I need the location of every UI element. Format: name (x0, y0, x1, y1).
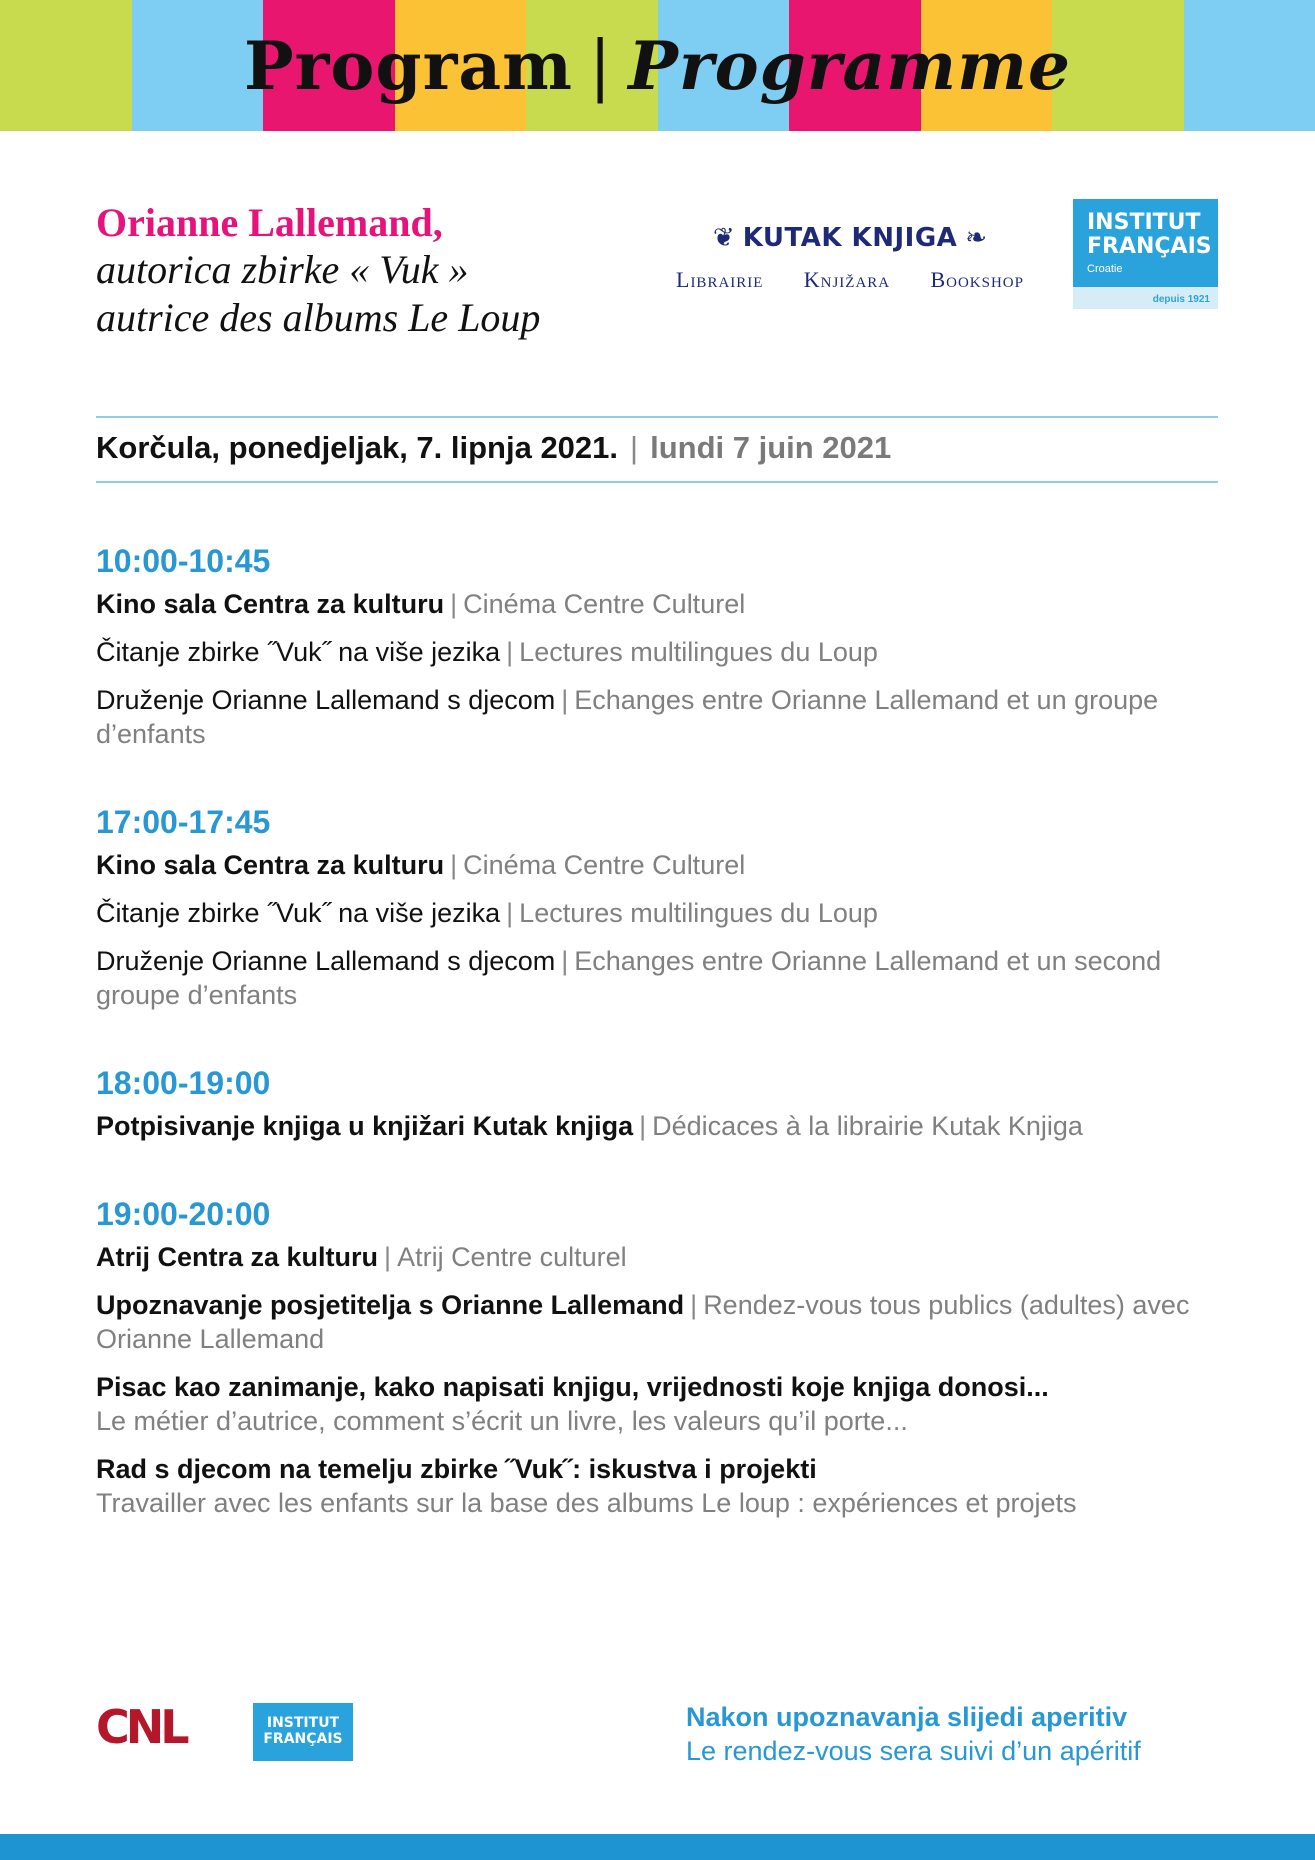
kutak-knjiga-name: KUTAK KNJIGA (742, 222, 958, 253)
schedule-item: Kino sala Centra za kulturu | Cinéma Centre Culturel (96, 850, 746, 880)
schedule-item: Druženje Orianne Lallemand s djecom | Echanges entre Orianne Lallemand et un second groupe d’enfants (96, 946, 1162, 1010)
item-hr: Pisac kao zanimanje, kako napisati knjigu, vrijednosti koje knjiga donosi... (96, 1372, 1049, 1402)
item-fr: Lectures multilingues du Loup (519, 898, 878, 928)
schedule-item (96, 1452, 1236, 1520)
aperitif-note-fr: Le rendez-vous sera suivi d’un apéritif (686, 1736, 1141, 1766)
schedule-item: Potpisivanje knjiga u knjižari Kutak knjiga | Dédicaces à la librairie Kutak Knjiga (96, 1111, 1083, 1141)
item-fr: Rendez-vous tous publics (adultes) avec Orianne Lallemand (96, 1290, 1190, 1354)
kutak-knjiga-logo (670, 222, 1030, 293)
date-separator: | (630, 430, 639, 465)
item-hr: Čitanje zbirke ˝Vuk˝ na više jezika (96, 637, 501, 667)
institut-country: Croatie (1087, 263, 1123, 275)
slot-time: 10:00-10:45 (96, 543, 271, 579)
cnl-logo: CNL (96, 1700, 186, 1754)
schedule-item (96, 1370, 1236, 1438)
item-fr: Lectures multilingues du Loup (519, 637, 878, 667)
page-title (0, 0, 1315, 131)
item-fr: Cinéma Centre Culturel (463, 850, 746, 880)
item-hr: Potpisivanje knjiga u knjižari Kutak knjiga (96, 1111, 634, 1141)
institut-line2: FRANÇAIS (1087, 234, 1212, 259)
item-fr: Echanges entre Orianne Lallemand et un groupe d’enfants (96, 685, 1159, 749)
item-fr: Atrij Centre culturel (397, 1242, 627, 1272)
schedule-slot (96, 1194, 1236, 1534)
kutak-label-bookshop: Bookshop (930, 267, 1024, 292)
item-hr: Atrij Centra za kulturu (96, 1242, 379, 1272)
title-french: Programme (628, 26, 1071, 105)
institut-since: depuis 1921 (1152, 294, 1210, 305)
title-separator: | (588, 27, 613, 104)
event-date (96, 428, 891, 468)
item-hr: Druženje Orianne Lallemand s djecom (96, 946, 556, 976)
slot-time: 17:00-17:45 (96, 804, 271, 840)
institut-francais-small-logo (253, 1703, 353, 1761)
right-flourish-icon: ❧ (965, 222, 988, 252)
divider-top (96, 416, 1218, 418)
item-fr: Cinéma Centre Culturel (463, 589, 746, 619)
event-date-hr: Korčula, ponedjeljak, 7. lipnja 2021. (96, 430, 619, 465)
schedule-item: Čitanje zbirke ˝Vuk˝ na više jezika | Lectures multilingues du Loup (96, 637, 878, 667)
schedule-item: Čitanje zbirke ˝Vuk˝ na više jezika | Lectures multilingues du Loup (96, 898, 878, 928)
schedule-item: Druženje Orianne Lallemand s djecom | Echanges entre Orianne Lallemand et un groupe d’enfants (96, 685, 1159, 749)
author-block (96, 200, 540, 342)
institut-small-line1: INSTITUT (266, 1715, 340, 1731)
item-hr: Druženje Orianne Lallemand s djecom (96, 685, 556, 715)
item-fr: Le métier d’autrice, comment s’écrit un livre, les valeurs qu’il porte... (96, 1406, 908, 1436)
schedule-slot (96, 541, 1236, 765)
institut-small-line2: FRANÇAIS (263, 1731, 343, 1747)
item-hr: Kino sala Centra za kulturu (96, 850, 445, 880)
author-name: Orianne Lallemand, (96, 200, 443, 245)
item-fr: Dédicaces à la librairie Kutak Knjiga (652, 1111, 1083, 1141)
kutak-label-librairie: Librairie (676, 267, 764, 292)
author-subtitle-hr: autorica zbirke « Vuk » (96, 247, 469, 292)
slot-time: 18:00-19:00 (96, 1065, 271, 1101)
left-flourish-icon: ❦ (712, 222, 735, 252)
author-subtitle-fr: autrice des albums Le Loup (96, 295, 541, 340)
slot-time: 19:00-20:00 (96, 1196, 271, 1232)
divider-bottom (96, 481, 1218, 483)
schedule-item: Atrij Centra za kulturu | Atrij Centre culturel (96, 1242, 627, 1272)
schedule-item: Upoznavanje posjetitelja s Orianne Lallemand | Rendez-vous tous publics (adultes) avec Orianne Lallemand (96, 1290, 1190, 1354)
bottom-bar (0, 1834, 1315, 1860)
schedule-slot (96, 802, 1236, 1026)
institut-line1: INSTITUT (1087, 210, 1201, 235)
title-croatian: Program (244, 26, 573, 105)
aperitif-note (686, 1700, 1141, 1768)
item-hr: Rad s djecom na temelju zbirke ˝Vuk˝: iskustva i projekti (96, 1454, 817, 1484)
aperitif-note-hr: Nakon upoznavanja slijedi aperitiv (686, 1702, 1128, 1732)
item-hr: Kino sala Centra za kulturu (96, 589, 445, 619)
item-fr: Travailler avec les enfants sur la base des albums Le loup : expériences et projets (96, 1488, 1077, 1518)
kutak-label-knjizara: Knjižara (803, 267, 891, 292)
item-fr: Echanges entre Orianne Lallemand et un second groupe d’enfants (96, 946, 1162, 1010)
event-date-fr: lundi 7 juin 2021 (650, 430, 892, 465)
schedule-item: Kino sala Centra za kulturu | Cinéma Centre Culturel (96, 589, 746, 619)
schedule-slot (96, 1063, 1236, 1157)
item-hr: Upoznavanje posjetitelja s Orianne Lallemand (96, 1290, 685, 1320)
institut-francais-logo (1073, 199, 1218, 309)
item-hr: Čitanje zbirke ˝Vuk˝ na više jezika (96, 898, 501, 928)
